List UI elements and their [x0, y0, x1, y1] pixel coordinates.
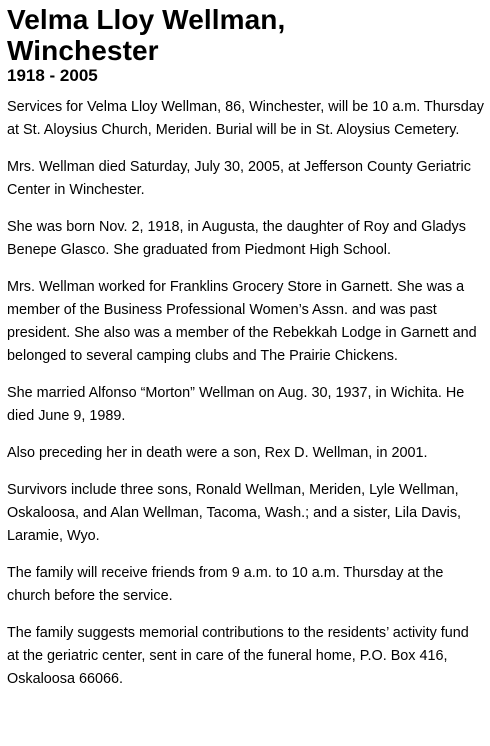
paragraph-death: Mrs. Wellman died Saturday, July 30, 2005, at Jefferson County Geriatric Center in Winchester. [7, 159, 471, 198]
paragraph-memorials: The family suggests memorial contributions to the residents’ activity fund at the geriatric center, sent in care of the funeral home, P.O. Box 416, Oskaloosa 66066. [7, 625, 469, 687]
paragraph-visitation: The family will receive friends from 9 a.m. to 10 a.m. Thursday at the church before the service. [7, 565, 444, 604]
title-line-name: Velma Lloy Wellman, [7, 4, 286, 35]
paragraph-marriage: She married Alfonso “Morton” Wellman on Aug. 30, 1937, in Wichita. He died June 9, 1989. [7, 385, 465, 424]
paragraph-birth: She was born Nov. 2, 1918, in Augusta, the daughter of Roy and Gladys Benepe Glasco. She graduated from Piedmont High School. [7, 219, 466, 258]
life-dates: 1918 - 2005 [7, 66, 98, 85]
obituary-title [7, 4, 484, 66]
paragraph-preceded: Also preceding her in death were a son, Rex D. Wellman, in 2001. [7, 445, 428, 461]
paragraph-work: Mrs. Wellman worked for Franklins Grocery Store in Garnett. She was a member of the Business Professional Women’s Assn. and was past president. She also was a member of the Rebekkah Lodge in Garnett and belonged to several camping clubs and The Prairie Chickens. [7, 279, 477, 364]
paragraph-survivors: Survivors include three sons, Ronald Wellman, Meriden, Lyle Wellman, Oskaloosa, and Alan Wellman, Tacoma, Wash.; and a sister, Lila Davis, Laramie, Wyo. [7, 482, 462, 544]
paragraph-services: Services for Velma Lloy Wellman, 86, Winchester, will be 10 a.m. Thursday at St. Aloysius Church, Meriden. Burial will be in St. Aloysius Cemetery. [7, 99, 484, 138]
title-line-city: Winchester [7, 35, 159, 66]
